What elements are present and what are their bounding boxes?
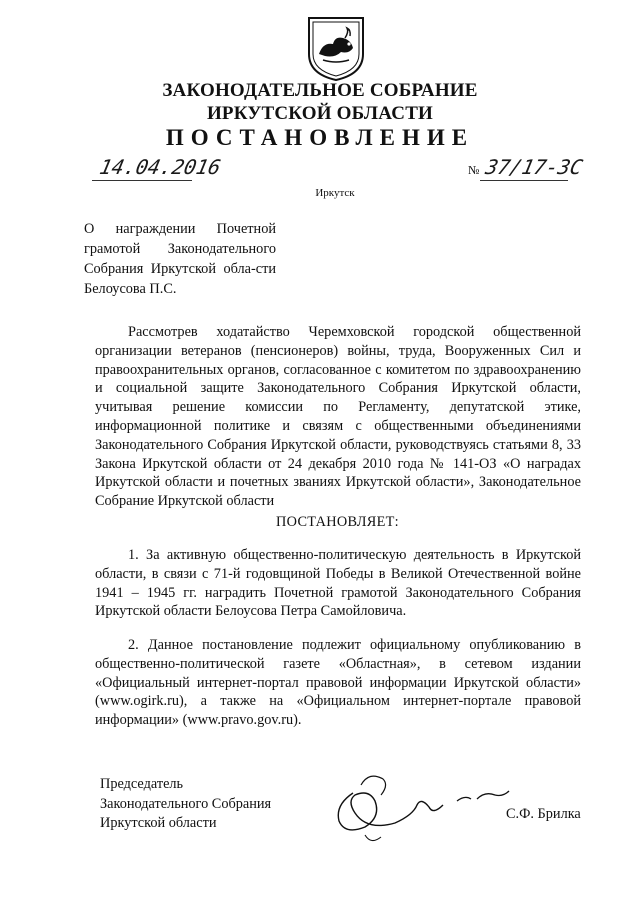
number-label: № <box>468 163 480 177</box>
document-subject: О награждении Почетной грамотой Законодательного Собрания Иркутской обла-сти Белоусова П.С. <box>84 221 276 297</box>
preamble-paragraph: Рассмотрев ходатайство Черемховской городской общественной организации ветеранов (пенсионеров) войны, труда, Вооруженных Сил и правоохранительных органов, согласованное с комитетом по здравоохранению и социальной защите Законодательного Собрания Иркутской области, учитывая решение комиссии по Регламенту, депутатской этике, информационной политике и связям с общественными объединениями Законодательного Собрания Иркутской области, руководствуясь статьями 8, 33 Закона Иркутской области от 24 декабря 2010 года № 141-ОЗ «О наградах Иркутской области и почетных званиях Иркутской области», Законодательное Собрание Иркутской области <box>95 324 581 510</box>
number-underline <box>480 180 568 181</box>
handwritten-signature-icon <box>325 765 515 850</box>
irkutsk-coat-of-arms-icon <box>305 14 367 82</box>
item-2-paragraph: 2. Данное постановление подлежит официальному опубликованию в общественно-политической газете «Областная», в сетевом издании «Официальный интернет-портал правовой информации Иркутской области» (www.ogirk.ru), а также на «Официальном интернет-портале правовой информации» (www.pravo.gov.ru). <box>95 637 581 729</box>
document-number: 37/17-ЗС <box>483 155 585 179</box>
document-type: ПОСТАНОВЛЕНИЕ <box>165 125 475 150</box>
city: Иркутск <box>315 187 355 199</box>
org-name-line1: ЗАКОНОДАТЕЛЬНОЕ СОБРАНИЕ <box>162 80 478 101</box>
signer-title-line1: Председатель <box>100 776 184 792</box>
document-date: 14.04.2016 <box>97 155 223 179</box>
org-name-line2: ИРКУТСКОЙ ОБЛАСТИ <box>206 103 434 124</box>
decree-heading: ПОСТАНОВЛЯЕТ: <box>276 514 399 530</box>
signer-title-line2: Законодательного Собрания <box>100 795 272 812</box>
signer-name: С.Ф. Брилка <box>506 806 581 822</box>
date-underline <box>92 180 192 181</box>
item-1-paragraph: 1. За активную общественно-политическую деятельность в Иркутской области, в связи с 71-й годовщиной Победы в Великой Отечественной войне 1941 – 1945 гг. наградить Почетной грамотой Законодательного Собрания Иркутской области Белоусова Петра Самойловича. <box>95 547 581 620</box>
signer-title-line3: Иркутской области <box>100 815 217 831</box>
signer-title <box>100 775 271 834</box>
